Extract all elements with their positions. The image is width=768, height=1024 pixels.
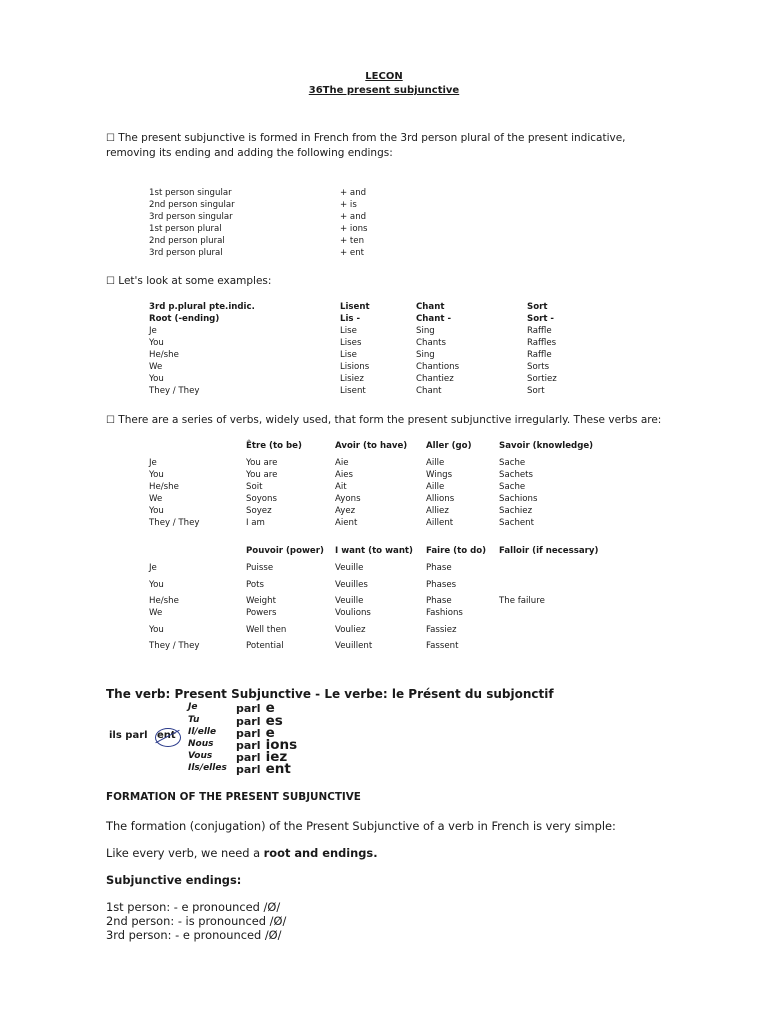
irregular-cell: They / They [149,518,200,528]
formation-heading: FORMATION OF THE PRESENT SUBJUNCTIVE [106,791,361,803]
endings-suffix: + ions [340,224,368,234]
irregular-cell: Veuillent [335,641,373,651]
irregular-cell: Aie [335,458,349,468]
irregular-cell: You [149,470,164,480]
examples-cell: Sing [416,350,435,360]
intro-text: The present subjunctive is formed in French from the 3rd person plural of the present indicative, removing its ending and adding the following endings: [106,132,626,159]
examples-cell: Lisent [340,386,366,396]
irregular-cell: Sachions [499,494,538,504]
lesson-subtitle: 36The present subjunctive [308,85,460,96]
figure-ending: ions [265,737,298,753]
irregular-cell: I am [246,518,265,528]
irregular-cell: Ayons [335,494,361,504]
irregular-cell: Phase [426,596,452,606]
examples-header: 3rd p.plural pte.indic. [149,302,255,312]
figure-ending: es [265,713,283,729]
irregular-cell: They / They [149,641,200,651]
irregular-cell: Ait [335,482,347,492]
irregular-cell: Aient [335,518,358,528]
endings-person: 2nd person singular [149,200,235,210]
ending-line: 3rd person: - e pronounced /Ø/ [106,928,282,942]
figure-stem: parl [236,751,261,764]
examples-header: Sort [527,302,548,312]
figure-form [236,758,291,777]
irregular-cell: Well then [246,625,287,635]
ending-line: 1st person: - e pronounced /Ø/ [106,900,281,914]
bullet-box-icon: ☐ [106,415,115,426]
irregular-cell: Aille [426,482,445,492]
examples-cell: Lise [340,326,357,336]
irregular-cell: Aille [426,458,445,468]
irregular-cell: We [149,608,163,618]
irregular-cell: You [149,625,164,635]
irregular-intro [106,413,706,428]
figure-root-label [109,730,148,741]
figure-pronoun: Il/elle [188,727,217,737]
irregular-cell: Aies [335,470,354,480]
examples-cell: Raffle [527,350,552,360]
irregular-cell: Fashions [426,608,463,618]
endings-person: 1st person singular [149,188,232,198]
examples-cell: They / They [149,386,200,396]
endings-suffix: + ten [340,236,365,246]
examples-cell: Lise [340,350,357,360]
irregular-cell: Sache [499,482,526,492]
irregular-cell: Vouliez [335,625,366,635]
examples-intro-text: Let's look at some examples: [114,275,272,287]
irregular-cell: You [149,506,164,516]
figure-stem: parl [236,763,261,776]
irregular-cell: Soit [246,482,263,492]
irregular-cell: You are [246,458,278,468]
examples-cell: Lisiez [340,374,364,384]
irregular-cell: Sache [499,458,526,468]
endings-suffix: + is [340,200,357,210]
examples-header: Lis - [340,314,361,324]
irregular-cell: Fassiez [426,625,457,635]
bullet-box-icon: ☐ [106,133,115,144]
bullet-box-icon: ☐ [106,276,115,287]
examples-header: Chant - [416,314,452,324]
ending-line: 2nd person: - is pronounced /Ø/ [106,914,287,928]
figure-root-text: ils parl [109,730,148,741]
irregular-cell: Veuille [335,596,364,606]
figure-ending: ent [265,761,291,777]
endings-suffix: + ent [340,248,365,258]
examples-cell: Je [149,326,157,336]
figure-stem: parl [236,727,261,740]
irregular-cell: Veuilles [335,580,368,590]
irregular-intro-text: There are a series of verbs, widely used, that form the present subjunctive irregularly. These verbs are: [114,414,662,426]
irregular-header: Pouvoir (power) [246,546,324,556]
irregular-cell: Ayez [335,506,356,516]
figure-title: The verb: Present Subjunctive - Le verbe: le Présent du subjonctif [106,687,554,701]
irregular-cell: Sachent [499,518,534,528]
irregular-cell: Weight [246,596,276,606]
irregular-cell: He/she [149,596,179,606]
intro-paragraph [106,131,676,160]
endings-suffix: + and [340,212,367,222]
figure-crossed-ending: ent [157,730,176,741]
irregular-cell: Veuille [335,563,364,573]
examples-cell: Raffle [527,326,552,336]
examples-cell: Chantiez [416,374,454,384]
figure-stem: parl [236,702,261,715]
irregular-cell: Phases [426,580,457,590]
examples-cell: Chants [416,338,447,348]
endings-person: 2nd person plural [149,236,225,246]
formation-root-text: Like every verb, we need a [106,846,264,860]
examples-cell: Chant [416,386,442,396]
irregular-cell: Sachiez [499,506,533,516]
irregular-header: Savoir (knowledge) [499,441,594,451]
formation-paragraph: The formation (conjugation) of the Present Subjunctive of a verb in French is very simple: [106,819,616,833]
endings-suffix: + and [340,188,367,198]
irregular-cell: Phase [426,563,452,573]
examples-cell: He/she [149,350,179,360]
figure-stem: parl [236,739,261,752]
irregular-header: I want (to want) [335,546,413,556]
examples-cell: You [149,338,164,348]
examples-header: Lisent [340,302,370,312]
examples-cell: Lises [340,338,362,348]
irregular-header: Avoir (to have) [335,441,408,451]
irregular-cell: Wings [426,470,453,480]
figure-ending: e [265,700,275,716]
irregular-cell: You are [246,470,278,480]
lesson-title: LECON [365,71,403,82]
irregular-cell: Pots [246,580,264,590]
formation-root-paragraph [106,846,378,860]
irregular-cell: Je [149,458,157,468]
examples-cell: You [149,374,164,384]
irregular-cell: Alliez [426,506,449,516]
irregular-cell: Soyons [246,494,277,504]
examples-cell: Sorts [527,362,550,372]
irregular-cell: Fassent [426,641,459,651]
examples-cell: Lisions [340,362,370,372]
examples-cell: Sort [527,386,545,396]
irregular-header: Faire (to do) [426,546,487,556]
figure-pronoun: Ils/elles [188,763,227,773]
irregular-cell: Potential [246,641,284,651]
irregular-cell: You [149,580,164,590]
examples-cell: We [149,362,163,372]
endings-person: 3rd person singular [149,212,233,222]
irregular-cell: We [149,494,163,504]
examples-cell: Sing [416,326,435,336]
irregular-cell: Aillent [426,518,454,528]
figure-pronoun: Nous [188,739,214,749]
figure-ending: iez [265,749,288,765]
examples-header: Root (-ending) [149,314,220,324]
examples-header: Chant [416,302,445,312]
examples-cell: Raffles [527,338,557,348]
formation-root-bold: root and endings. [263,846,378,860]
irregular-cell: He/she [149,482,179,492]
figure-stem: parl [236,715,261,728]
figure-pronoun: Je [188,702,198,712]
examples-cell: Chantions [416,362,460,372]
figure-pronoun: Vous [188,751,213,761]
irregular-header: Être (to be) [246,441,302,451]
figure-ending: e [265,725,275,741]
examples-header: Sort - [527,314,554,324]
irregular-cell: Puisse [246,563,274,573]
irregular-cell: Voulions [335,608,371,618]
irregular-header: Aller (go) [426,441,472,451]
endings-person: 3rd person plural [149,248,223,258]
irregular-cell: Sachets [499,470,534,480]
endings-heading: Subjunctive endings: [106,873,242,887]
irregular-header: Falloir (if necessary) [499,546,599,556]
irregular-cell: Je [149,563,157,573]
examples-intro [106,274,676,289]
irregular-cell: Soyez [246,506,272,516]
figure-pronoun: Tu [188,715,200,725]
examples-cell: Sortiez [527,374,557,384]
irregular-cell: Allions [426,494,455,504]
endings-person: 1st person plural [149,224,222,234]
irregular-cell: Powers [246,608,277,618]
irregular-cell: The failure [499,596,545,606]
